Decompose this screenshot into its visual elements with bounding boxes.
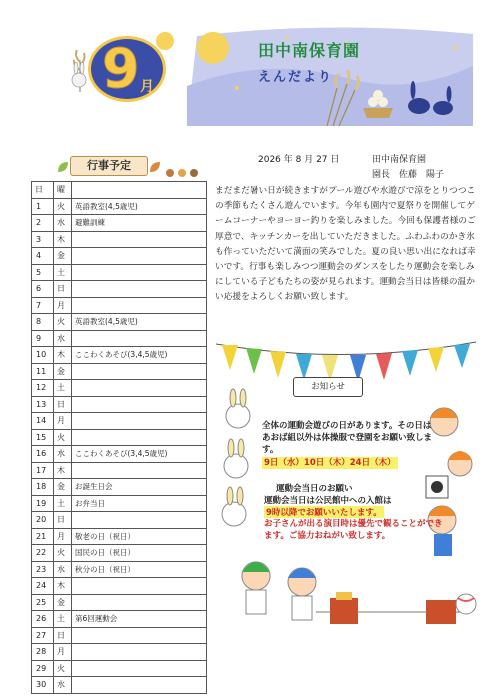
schedule-weekday: 水	[54, 215, 72, 232]
schedule-day: 27	[32, 627, 54, 644]
schedule-row	[32, 281, 207, 298]
schedule-event: お弁当日	[72, 495, 207, 512]
col-day-header: 日	[32, 182, 54, 199]
schedule-day: 25	[32, 594, 54, 611]
schedule-weekday: 火	[54, 429, 72, 446]
leaf-icon	[148, 160, 162, 174]
col-weekday-header: 曜	[54, 182, 72, 199]
schedule-day: 28	[32, 644, 54, 661]
schedule-weekday: 水	[54, 561, 72, 578]
schedule-day: 17	[32, 462, 54, 479]
schedule-event	[72, 281, 207, 298]
schedule-day: 7	[32, 297, 54, 314]
letter-date: 2026 年 8 月 27 日	[258, 155, 340, 165]
schedule-row	[32, 644, 207, 661]
schedule-day: 8	[32, 314, 54, 331]
schedule-day: 5	[32, 264, 54, 281]
schedule-day: 16	[32, 446, 54, 463]
schedule-row	[32, 627, 207, 644]
schedule-event: 国民の日（祝日）	[72, 545, 207, 562]
letter-school: 田中南保育園	[372, 155, 427, 165]
schedule-weekday: 土	[54, 264, 72, 281]
schedule-weekday: 月	[54, 528, 72, 545]
schedule-day: 21	[32, 528, 54, 545]
schedule-row	[32, 479, 207, 496]
schedule-event	[72, 578, 207, 595]
acorn-decoration-icon	[164, 166, 204, 178]
newsletter-name: えんだより	[258, 70, 334, 85]
col-event-header	[72, 182, 207, 199]
schedule-weekday: 月	[54, 644, 72, 661]
schedule-row	[32, 231, 207, 248]
schedule-day: 12	[32, 380, 54, 397]
schedule-weekday: 木	[54, 347, 72, 364]
schedule-day: 14	[32, 413, 54, 430]
notice-p1-dates: 9日（水）10日（木）24日（木）	[264, 458, 396, 468]
schedule-day: 23	[32, 561, 54, 578]
schedule-row	[32, 512, 207, 529]
schedule-weekday: 水	[54, 330, 72, 347]
schedule-row	[32, 578, 207, 595]
schedule-row	[32, 462, 207, 479]
schedule-header-row	[32, 182, 207, 199]
rabbit-icon	[70, 62, 88, 88]
schedule-weekday: 水	[54, 677, 72, 694]
schedule-event: 英語教室(4,5歳児)	[72, 198, 207, 215]
schedule-row	[32, 330, 207, 347]
schedule-row	[32, 264, 207, 281]
notice-p2-time: 9時以降でお願いいたします。	[266, 508, 382, 518]
schedule-event: 第6回運動会	[72, 611, 207, 628]
schedule-day: 20	[32, 512, 54, 529]
schedule-row	[32, 396, 207, 413]
schedule-weekday: 木	[54, 462, 72, 479]
schedule-title-label	[56, 156, 162, 178]
schedule-row	[32, 594, 207, 611]
schedule-row	[32, 446, 207, 463]
schedule-row	[32, 413, 207, 430]
schedule-weekday: 日	[54, 281, 72, 298]
notice-p2-title: 運動会当日のお願い	[276, 484, 353, 494]
schedule-body	[32, 198, 207, 693]
schedule-row	[32, 380, 207, 397]
schedule-event	[72, 660, 207, 677]
schedule-row	[32, 198, 207, 215]
letter-body: まだまだ暑い日が続きますがプール遊びや水遊びで涼をとりつつこの季節もたくさん遊んでいます。今年も園内で夏祭りを開催してゲームコーナーやヨーヨー釣りを楽しみました。今回も保護者様のご厚意で、キッチンカーを出していただきました。ふわふわのかき氷も作っていただいて満面の笑みでした。夏の良い思い出になれば幸いです。行事も楽しみつつ運動会のダンスをしたり運動会を楽しみにしている子どもたちの姿が見られます。運動会当日は皆様の温かい応援をよろしくお願い致します。	[215, 186, 476, 303]
schedule-row	[32, 297, 207, 314]
schedule-day: 11	[32, 363, 54, 380]
schedule-weekday: 金	[54, 479, 72, 496]
schedule-day: 10	[32, 347, 54, 364]
schedule-event	[72, 380, 207, 397]
schedule-weekday: 土	[54, 611, 72, 628]
schedule-row	[32, 248, 207, 265]
schedule-event	[72, 627, 207, 644]
schedule-event: 敬老の日（祝日）	[72, 528, 207, 545]
schedule-weekday: 金	[54, 594, 72, 611]
schedule-day: 13	[32, 396, 54, 413]
schedule-event	[72, 231, 207, 248]
schedule-row	[32, 314, 207, 331]
schedule-weekday: 木	[54, 231, 72, 248]
schedule-weekday: 金	[54, 248, 72, 265]
notice-p1-text: 全体の運動会遊びの日があります。その日はあおば組以外は体操服で登園をお願い致します。	[262, 421, 433, 455]
schedule-day: 2	[32, 215, 54, 232]
schedule-day: 22	[32, 545, 54, 562]
small-moon-icon	[156, 32, 174, 50]
schedule-day: 24	[32, 578, 54, 595]
schedule-day: 26	[32, 611, 54, 628]
schedule-event: 秋分の日（祝日）	[72, 561, 207, 578]
schedule-event: ここわくあそび(3,4,5歳児)	[72, 446, 207, 463]
schedule-row	[32, 561, 207, 578]
schedule-day: 6	[32, 281, 54, 298]
schedule-event	[72, 512, 207, 529]
schedule-event	[72, 413, 207, 430]
notice-paragraph-1	[262, 420, 432, 469]
schedule-day: 19	[32, 495, 54, 512]
schedule-weekday: 土	[54, 495, 72, 512]
schedule-event	[72, 330, 207, 347]
schedule-title: 行事予定	[70, 156, 148, 176]
month-badge	[68, 30, 188, 110]
schedule-event	[72, 248, 207, 265]
schedule-event: ここわくあそび(3,4,5歳児)	[72, 347, 207, 364]
schedule-day: 3	[32, 231, 54, 248]
schedule-event	[72, 644, 207, 661]
schedule-weekday: 火	[54, 198, 72, 215]
schedule-row	[32, 660, 207, 677]
schedule-day: 4	[32, 248, 54, 265]
month-number: 9	[102, 37, 140, 100]
schedule-event	[72, 462, 207, 479]
schedule-row	[32, 611, 207, 628]
schedule-day: 15	[32, 429, 54, 446]
schedule-event: 避難訓練	[72, 215, 207, 232]
schedule-weekday: 日	[54, 627, 72, 644]
schedule-event	[72, 429, 207, 446]
schedule-weekday: 水	[54, 446, 72, 463]
schedule-event	[72, 396, 207, 413]
schedule-weekday: 土	[54, 380, 72, 397]
school-name-title: 田中南保育園	[258, 41, 361, 60]
schedule-day: 1	[32, 198, 54, 215]
schedule-row	[32, 347, 207, 364]
schedule-table	[31, 181, 207, 694]
notice-title-box: お知らせ	[293, 377, 363, 397]
schedule-row	[32, 528, 207, 545]
schedule-row	[32, 429, 207, 446]
schedule-weekday: 木	[54, 578, 72, 595]
schedule-day: 9	[32, 330, 54, 347]
schedule-event: お誕生日会	[72, 479, 207, 496]
schedule-weekday: 火	[54, 314, 72, 331]
schedule-row	[32, 677, 207, 694]
schedule-day: 30	[32, 677, 54, 694]
schedule-row	[32, 545, 207, 562]
schedule-weekday: 月	[54, 297, 72, 314]
schedule-weekday: 日	[54, 396, 72, 413]
schedule-row	[32, 495, 207, 512]
month-suffix: 月	[140, 79, 154, 95]
notice-p2-note: お子さんが出る演目時は優先で観ることができます。ご協力おねがい致します。	[264, 519, 443, 541]
schedule-weekday: 日	[54, 512, 72, 529]
schedule-weekday: 金	[54, 363, 72, 380]
schedule-event: 英語教室(4,5歳児)	[72, 314, 207, 331]
leaf-icon	[56, 160, 70, 174]
schedule-weekday: 火	[54, 545, 72, 562]
schedule-weekday: 月	[54, 413, 72, 430]
schedule-row	[32, 215, 207, 232]
schedule-day: 29	[32, 660, 54, 677]
letter-principal: 園長 佐藤 陽子	[372, 170, 445, 180]
schedule-event	[72, 594, 207, 611]
schedule-event	[72, 264, 207, 281]
schedule-row	[32, 363, 207, 380]
schedule-event	[72, 677, 207, 694]
schedule-weekday: 火	[54, 660, 72, 677]
schedule-event	[72, 297, 207, 314]
schedule-day: 18	[32, 479, 54, 496]
notice-p2-line: 運動会当日は公民館中への入館は	[264, 496, 392, 506]
schedule-event	[72, 363, 207, 380]
